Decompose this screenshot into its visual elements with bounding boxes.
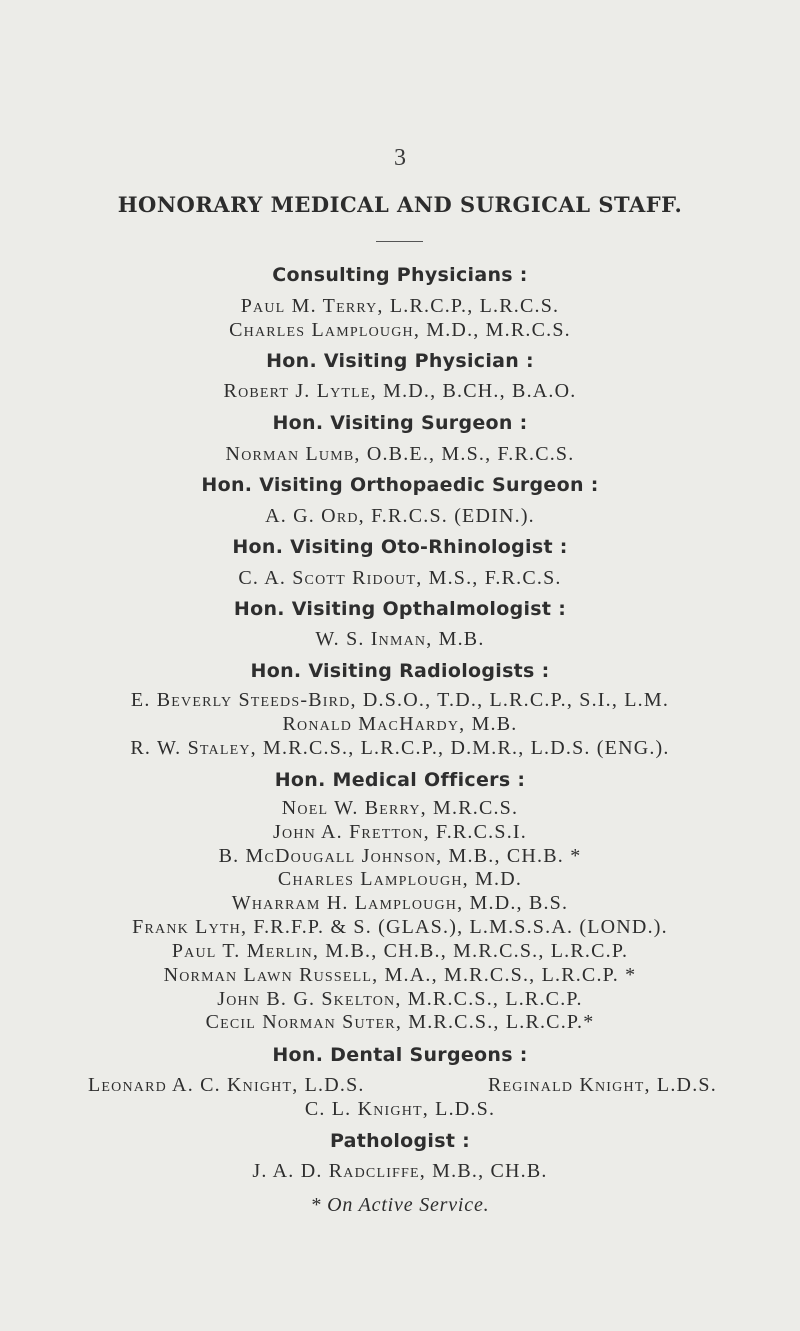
staff-entry: Paul M. Terry, L.R.C.P., L.R.C.S. — [240, 295, 560, 317]
staff-entry: John A. Fretton, F.R.C.S.I. — [273, 821, 527, 843]
oto-rhinologist-heading: Hon. Visiting Oto-Rhinologist : — [232, 536, 568, 558]
staff-entry: Cecil Norman Suter, M.R.C.S., L.R.C.P.* — [205, 1011, 595, 1033]
visiting-surgeon-heading: Hon. Visiting Surgeon : — [272, 412, 528, 434]
staff-entry: J. A. D. Radcliffe, M.B., CH.B. — [252, 1160, 548, 1182]
staff-entry: Charles Lamplough, M.D. — [277, 868, 523, 890]
opthalmologist-heading: Hon. Visiting Opthalmologist : — [233, 598, 567, 620]
orthopaedic-surgeon-heading: Hon. Visiting Orthopaedic Surgeon : — [201, 474, 599, 496]
staff-entry: Frank Lyth, F.R.F.P. & S. (GLAS.), L.M.S.S.A. (LOND.). — [132, 916, 668, 938]
staff-entry: A. G. Ord, F.R.C.S. (EDIN.). — [265, 505, 535, 527]
radiologists-heading: Hon. Visiting Radiologists : — [250, 660, 550, 682]
footnote: * On Active Service. — [310, 1194, 490, 1216]
title-divider — [376, 241, 423, 242]
page-number: 3 — [394, 145, 406, 171]
staff-entry: Charles Lamplough, M.D., M.R.C.S. — [229, 319, 571, 341]
dental-surgeons-heading: Hon. Dental Surgeons : — [272, 1044, 528, 1066]
staff-entry-left: Leonard A. C. Knight, L.D.S. — [88, 1074, 365, 1096]
staff-entry: W. S. Inman, M.B. — [315, 628, 485, 650]
medical-officers-heading: Hon. Medical Officers : — [274, 769, 526, 791]
staff-entry: Wharram H. Lamplough, M.D., B.S. — [231, 892, 569, 914]
consulting-physicians-heading: Consulting Physicians : — [272, 264, 528, 286]
staff-entry: Noel W. Berry, M.R.C.S. — [281, 797, 519, 819]
staff-entry: C. L. Knight, L.D.S. — [304, 1098, 496, 1120]
pathologist-heading: Pathologist : — [329, 1130, 471, 1152]
staff-entry: B. McDougall Johnson, M.B., CH.B. * — [218, 845, 582, 867]
staff-entry: C. A. Scott Ridout, M.S., F.R.C.S. — [238, 567, 562, 589]
staff-entry: E. Beverly Steeds-Bird, D.S.O., T.D., L.R.C.P., S.I., L.M. — [130, 689, 670, 711]
staff-entry: John B. G. Skelton, M.R.C.S., L.R.C.P. — [217, 988, 583, 1010]
staff-entry: Robert J. Lytle, M.D., B.CH., B.A.O. — [223, 380, 577, 402]
visiting-physician-heading: Hon. Visiting Physician : — [266, 350, 534, 372]
page-title: HONORARY MEDICAL AND SURGICAL STAFF. — [117, 192, 683, 217]
staff-entry-right: Reginald Knight, L.D.S. — [488, 1074, 717, 1096]
staff-entry: R. W. Staley, M.R.C.S., L.R.C.P., D.M.R., L.D.S. (ENG.). — [130, 737, 670, 759]
staff-entry: Norman Lumb, O.B.E., M.S., F.R.C.S. — [225, 443, 575, 465]
staff-entry: Paul T. Merlin, M.B., CH.B., M.R.C.S., L.R.C.P. — [171, 940, 629, 962]
staff-entry: Ronald MacHardy, M.B. — [282, 713, 518, 735]
staff-entry: Norman Lawn Russell, M.A., M.R.C.S., L.R.C.P. * — [163, 964, 637, 986]
